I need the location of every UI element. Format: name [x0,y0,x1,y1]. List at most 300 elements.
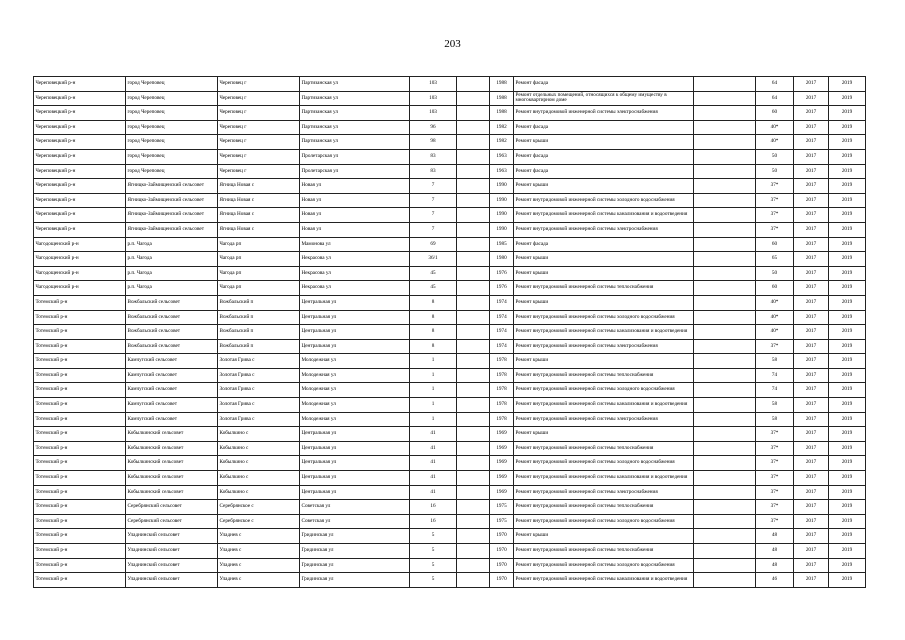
empty-cell [457,208,490,223]
end-year-cell: 2019 [829,91,866,106]
municipality-cell: Уладнинский сельсовет [126,573,218,588]
build-year-cell: 1970 [490,558,514,573]
work-type-cell: Ремонт крыши [514,529,694,544]
municipality-cell: Ягницко-Займищенский сельсовет [126,193,218,208]
table-row [34,325,866,340]
empty-cell [694,208,756,223]
value-cell: 50 [756,164,794,179]
empty-cell [457,573,490,588]
value-cell: 60 [756,106,794,121]
settlement-cell: Череповец г [218,149,300,164]
value-cell: 40* [756,135,794,150]
street-cell: Некрасова ул [300,266,410,281]
empty-cell [694,485,756,500]
house-number-cell: 1 [410,398,457,413]
build-year-cell: 1963 [490,164,514,179]
settlement-cell: Череповец г [218,91,300,106]
value-cell: 64 [756,77,794,92]
municipality-cell: город Череповец [126,120,218,135]
district-cell: Тотемский р-н [34,471,126,486]
empty-cell [457,500,490,515]
value-cell: 48 [756,558,794,573]
work-type-cell: Ремонт внутридомовой инженерной системы канализования и водоотведения [514,398,694,413]
build-year-cell: 1970 [490,529,514,544]
empty-cell [694,383,756,398]
empty-cell [457,514,490,529]
value-cell: 40* [756,325,794,340]
empty-cell [457,91,490,106]
street-cell: Гридинская ул [300,558,410,573]
empty-cell [694,149,756,164]
settlement-cell: Уладнев с [218,529,300,544]
empty-cell [694,339,756,354]
end-year-cell: 2019 [829,179,866,194]
municipality-cell: Кобылкинский сельсовет [126,441,218,456]
start-year-cell: 2017 [794,164,829,179]
house-number-cell: 45 [410,266,457,281]
district-cell: Череповецкий р-н [34,77,126,92]
district-cell: Тотемский р-н [34,544,126,559]
empty-cell [457,281,490,296]
settlement-cell: Вожбальский п [218,325,300,340]
street-cell: Партизанская ул [300,77,410,92]
start-year-cell: 2017 [794,456,829,471]
end-year-cell: 2019 [829,544,866,559]
end-year-cell: 2019 [829,456,866,471]
house-number-cell: 1 [410,412,457,427]
empty-cell [694,120,756,135]
build-year-cell: 1978 [490,383,514,398]
street-cell: Центральная ул [300,310,410,325]
house-number-cell: 1 [410,383,457,398]
build-year-cell: 1969 [490,441,514,456]
municipality-cell: Кобылкинский сельсовет [126,471,218,486]
street-cell: Центральная ул [300,427,410,442]
start-year-cell: 2017 [794,91,829,106]
street-cell: Центральная ул [300,471,410,486]
settlement-cell: Череповец г [218,120,300,135]
settlement-cell: Череповец г [218,135,300,150]
empty-cell [457,471,490,486]
work-type-cell: Ремонт крыши [514,295,694,310]
house-number-cell: 8 [410,339,457,354]
municipality-cell: Вожбальский сельсовет [126,339,218,354]
work-type-cell: Ремонт крыши [514,179,694,194]
empty-cell [694,412,756,427]
empty-cell [457,295,490,310]
end-year-cell: 2019 [829,529,866,544]
start-year-cell: 2017 [794,485,829,500]
street-cell: Новая ул [300,222,410,237]
build-year-cell: 1980 [490,252,514,267]
work-type-cell: Ремонт внутридомовой инженерной системы теплоснабжения [514,544,694,559]
build-year-cell: 1963 [490,149,514,164]
work-type-cell: Ремонт крыши [514,266,694,281]
work-type-cell: Ремонт внутридомовой инженерной системы канализования и водоотведения [514,325,694,340]
district-cell: Тотемский р-н [34,383,126,398]
work-type-cell: Ремонт внутридомовой инженерной системы электроснабжения [514,106,694,121]
table-row [34,193,866,208]
district-cell: Тотемский р-н [34,398,126,413]
street-cell: Пролетарская ул [300,149,410,164]
empty-cell [457,325,490,340]
start-year-cell: 2017 [794,529,829,544]
build-year-cell: 1970 [490,544,514,559]
work-type-cell: Ремонт фасада [514,149,694,164]
value-cell: 37* [756,441,794,456]
table-row [34,383,866,398]
table-row [34,266,866,281]
settlement-cell: Уладнев с [218,544,300,559]
start-year-cell: 2017 [794,573,829,588]
end-year-cell: 2019 [829,208,866,223]
work-type-cell: Ремонт внутридомовой инженерной системы холодного водоснабжения [514,558,694,573]
table-row [34,208,866,223]
empty-cell [457,398,490,413]
district-cell: Тотемский р-н [34,529,126,544]
house-number-cell: 8 [410,295,457,310]
settlement-cell: Череповец г [218,106,300,121]
street-cell: Новая ул [300,208,410,223]
house-number-cell: 8 [410,325,457,340]
house-number-cell: 5 [410,529,457,544]
house-number-cell: 96 [410,120,457,135]
district-cell: Тотемский р-н [34,485,126,500]
empty-cell [694,354,756,369]
district-cell: Чагодощенский р-н [34,237,126,252]
build-year-cell: 1969 [490,485,514,500]
district-cell: Тотемский р-н [34,354,126,369]
empty-cell [694,222,756,237]
street-cell: Молодежная ул [300,383,410,398]
empty-cell [694,179,756,194]
district-cell: Тотемский р-н [34,295,126,310]
end-year-cell: 2019 [829,266,866,281]
settlement-cell: Ягница Новая с [218,179,300,194]
table-row [34,471,866,486]
start-year-cell: 2017 [794,179,829,194]
start-year-cell: 2017 [794,310,829,325]
work-type-cell: Ремонт внутридомовой инженерной системы холодного водоснабжения [514,310,694,325]
empty-cell [694,427,756,442]
end-year-cell: 2019 [829,368,866,383]
end-year-cell: 2019 [829,471,866,486]
work-type-cell: Ремонт внутридомовой инженерной системы канализования и водоотведения [514,208,694,223]
empty-cell [694,325,756,340]
district-cell: Тотемский р-н [34,500,126,515]
table-row [34,427,866,442]
empty-cell [694,164,756,179]
empty-cell [457,368,490,383]
build-year-cell: 1985 [490,237,514,252]
settlement-cell: Чагода рп [218,266,300,281]
municipality-cell: Вожбальский сельсовет [126,310,218,325]
house-number-cell: 103 [410,91,457,106]
table-row [34,237,866,252]
municipality-cell: город Череповец [126,91,218,106]
settlement-cell: Вожбальский п [218,339,300,354]
table-row [34,281,866,296]
street-cell: Партизанская ул [300,91,410,106]
house-number-cell: 103 [410,77,457,92]
build-year-cell: 1988 [490,106,514,121]
end-year-cell: 2019 [829,441,866,456]
table-row [34,514,866,529]
municipality-cell: р.п. Чагода [126,281,218,296]
empty-cell [694,456,756,471]
build-year-cell: 1982 [490,135,514,150]
start-year-cell: 2017 [794,427,829,442]
value-cell: 37* [756,427,794,442]
district-cell: Тотемский р-н [34,310,126,325]
municipality-cell: Камчугский сельсовет [126,398,218,413]
table-row [34,222,866,237]
build-year-cell: 1970 [490,573,514,588]
empty-cell [457,120,490,135]
table-row [34,573,866,588]
end-year-cell: 2019 [829,339,866,354]
empty-cell [694,471,756,486]
work-type-cell: Ремонт отдельных помещений, относящихся к общему имуществу в многоквартирном доме [514,91,694,106]
start-year-cell: 2017 [794,325,829,340]
house-number-cell: 83 [410,164,457,179]
street-cell: Гридинская ул [300,544,410,559]
house-number-cell: 7 [410,222,457,237]
street-cell: Некрасова ул [300,281,410,296]
street-cell: Гридинская ул [300,529,410,544]
start-year-cell: 2017 [794,193,829,208]
municipality-cell: Ягницко-Займищенский сельсовет [126,179,218,194]
table-row [34,106,866,121]
build-year-cell: 1978 [490,368,514,383]
house-number-cell: 1 [410,354,457,369]
district-cell: Тотемский р-н [34,441,126,456]
table-row [34,368,866,383]
municipality-cell: Уладнинский сельсовет [126,529,218,544]
value-cell: 60 [756,237,794,252]
value-cell: 50 [756,149,794,164]
value-cell: 48 [756,544,794,559]
end-year-cell: 2019 [829,573,866,588]
table-row [34,456,866,471]
value-cell: 74 [756,368,794,383]
start-year-cell: 2017 [794,514,829,529]
empty-cell [694,500,756,515]
work-type-cell: Ремонт внутридомовой инженерной системы теплоснабжения [514,441,694,456]
settlement-cell: Кобылкино с [218,456,300,471]
settlement-cell: Золотая Грива с [218,383,300,398]
end-year-cell: 2019 [829,295,866,310]
work-type-cell: Ремонт внутридомовой инженерной системы теплоснабжения [514,368,694,383]
end-year-cell: 2019 [829,252,866,267]
start-year-cell: 2017 [794,222,829,237]
street-cell: Новая ул [300,179,410,194]
municipality-cell: город Череповец [126,106,218,121]
value-cell: 58 [756,398,794,413]
table-row [34,252,866,267]
start-year-cell: 2017 [794,120,829,135]
empty-cell [694,237,756,252]
table-row [34,441,866,456]
work-type-cell: Ремонт внутридомовой инженерной системы холодного водоснабжения [514,514,694,529]
work-type-cell: Ремонт внутридомовой инженерной системы теплоснабжения [514,500,694,515]
end-year-cell: 2019 [829,281,866,296]
district-cell: Череповецкий р-н [34,106,126,121]
end-year-cell: 2019 [829,412,866,427]
empty-cell [457,558,490,573]
house-number-cell: 7 [410,208,457,223]
house-number-cell: 45 [410,281,457,296]
municipality-cell: Вожбальский сельсовет [126,325,218,340]
value-cell: 37* [756,222,794,237]
start-year-cell: 2017 [794,149,829,164]
settlement-cell: Вожбальский п [218,295,300,310]
empty-cell [694,281,756,296]
municipality-cell: Кобылкинский сельсовет [126,485,218,500]
street-cell: Центральная ул [300,485,410,500]
empty-cell [457,339,490,354]
empty-cell [457,441,490,456]
district-cell: Тотемский р-н [34,514,126,529]
street-cell: Новая ул [300,193,410,208]
municipality-cell: город Череповец [126,77,218,92]
table-row [34,398,866,413]
settlement-cell: Кобылкино с [218,471,300,486]
district-cell: Череповецкий р-н [34,193,126,208]
end-year-cell: 2019 [829,500,866,515]
empty-cell [457,485,490,500]
settlement-cell: Чагода рп [218,252,300,267]
build-year-cell: 1990 [490,193,514,208]
empty-cell [694,558,756,573]
street-cell: Молодежная ул [300,398,410,413]
house-number-cell: 103 [410,106,457,121]
value-cell: 37* [756,456,794,471]
municipality-cell: Серебрянский сельсовет [126,514,218,529]
house-number-cell: 16 [410,500,457,515]
street-cell: Гридинская ул [300,573,410,588]
end-year-cell: 2019 [829,354,866,369]
build-year-cell: 1975 [490,500,514,515]
empty-cell [694,266,756,281]
value-cell: 50 [756,266,794,281]
table-row [34,295,866,310]
build-year-cell: 1982 [490,120,514,135]
house-number-cell: 83 [410,149,457,164]
empty-cell [457,266,490,281]
value-cell: 65 [756,252,794,267]
end-year-cell: 2019 [829,558,866,573]
municipality-cell: р.п. Чагода [126,266,218,281]
house-number-cell: 1 [410,368,457,383]
table-row [34,339,866,354]
settlement-cell: Серебрянское с [218,514,300,529]
district-cell: Чагодощенский р-н [34,252,126,267]
work-type-cell: Ремонт крыши [514,135,694,150]
build-year-cell: 1990 [490,208,514,223]
work-type-cell: Ремонт внутридомовой инженерной системы электроснабжения [514,485,694,500]
house-number-cell: 41 [410,485,457,500]
start-year-cell: 2017 [794,237,829,252]
district-cell: Тотемский р-н [34,339,126,354]
start-year-cell: 2017 [794,208,829,223]
build-year-cell: 1978 [490,412,514,427]
end-year-cell: 2019 [829,164,866,179]
house-number-cell: 8 [410,310,457,325]
start-year-cell: 2017 [794,441,829,456]
district-cell: Тотемский р-н [34,573,126,588]
house-number-cell: 16 [410,514,457,529]
value-cell: 60 [756,281,794,296]
settlement-cell: Уладнев с [218,573,300,588]
settlement-cell: Кобылкино с [218,427,300,442]
value-cell: 37* [756,208,794,223]
municipality-cell: город Череповец [126,135,218,150]
municipality-cell: Камчугский сельсовет [126,368,218,383]
table-row [34,135,866,150]
empty-cell [694,573,756,588]
start-year-cell: 2017 [794,295,829,310]
value-cell: 37* [756,193,794,208]
settlement-cell: Ягница Новая с [218,222,300,237]
end-year-cell: 2019 [829,398,866,413]
end-year-cell: 2019 [829,77,866,92]
municipality-cell: Камчугский сельсовет [126,412,218,427]
settlement-cell: Золотая Грива с [218,368,300,383]
table-row [34,120,866,135]
work-type-cell: Ремонт внутридомовой инженерной системы холодного водоснабжения [514,383,694,398]
value-cell: 37* [756,514,794,529]
start-year-cell: 2017 [794,339,829,354]
settlement-cell: Чагода рп [218,281,300,296]
settlement-cell: Ягница Новая с [218,193,300,208]
empty-cell [457,164,490,179]
street-cell: Партизанская ул [300,106,410,121]
street-cell: Советская ул [300,514,410,529]
end-year-cell: 2019 [829,120,866,135]
work-type-cell: Ремонт внутридомовой инженерной системы электроснабжения [514,339,694,354]
end-year-cell: 2019 [829,383,866,398]
table-row [34,500,866,515]
settlement-cell: Череповец г [218,77,300,92]
table-row [34,77,866,92]
empty-cell [457,106,490,121]
house-number-cell: 41 [410,471,457,486]
build-year-cell: 1974 [490,325,514,340]
build-year-cell: 1974 [490,295,514,310]
street-cell: Центральная ул [300,295,410,310]
work-type-cell: Ремонт внутридомовой инженерной системы теплоснабжения [514,281,694,296]
empty-cell [694,544,756,559]
table-row [34,529,866,544]
empty-cell [694,514,756,529]
house-number-cell: 5 [410,558,457,573]
table-row [34,310,866,325]
start-year-cell: 2017 [794,281,829,296]
start-year-cell: 2017 [794,544,829,559]
empty-cell [694,529,756,544]
table-row [34,149,866,164]
start-year-cell: 2017 [794,106,829,121]
end-year-cell: 2019 [829,237,866,252]
district-cell: Чагодощенский р-н [34,281,126,296]
value-cell: 48 [756,529,794,544]
settlement-cell: Вожбальский п [218,310,300,325]
house-number-cell: 36/1 [410,252,457,267]
end-year-cell: 2019 [829,106,866,121]
district-cell: Череповецкий р-н [34,135,126,150]
district-cell: Череповецкий р-н [34,164,126,179]
